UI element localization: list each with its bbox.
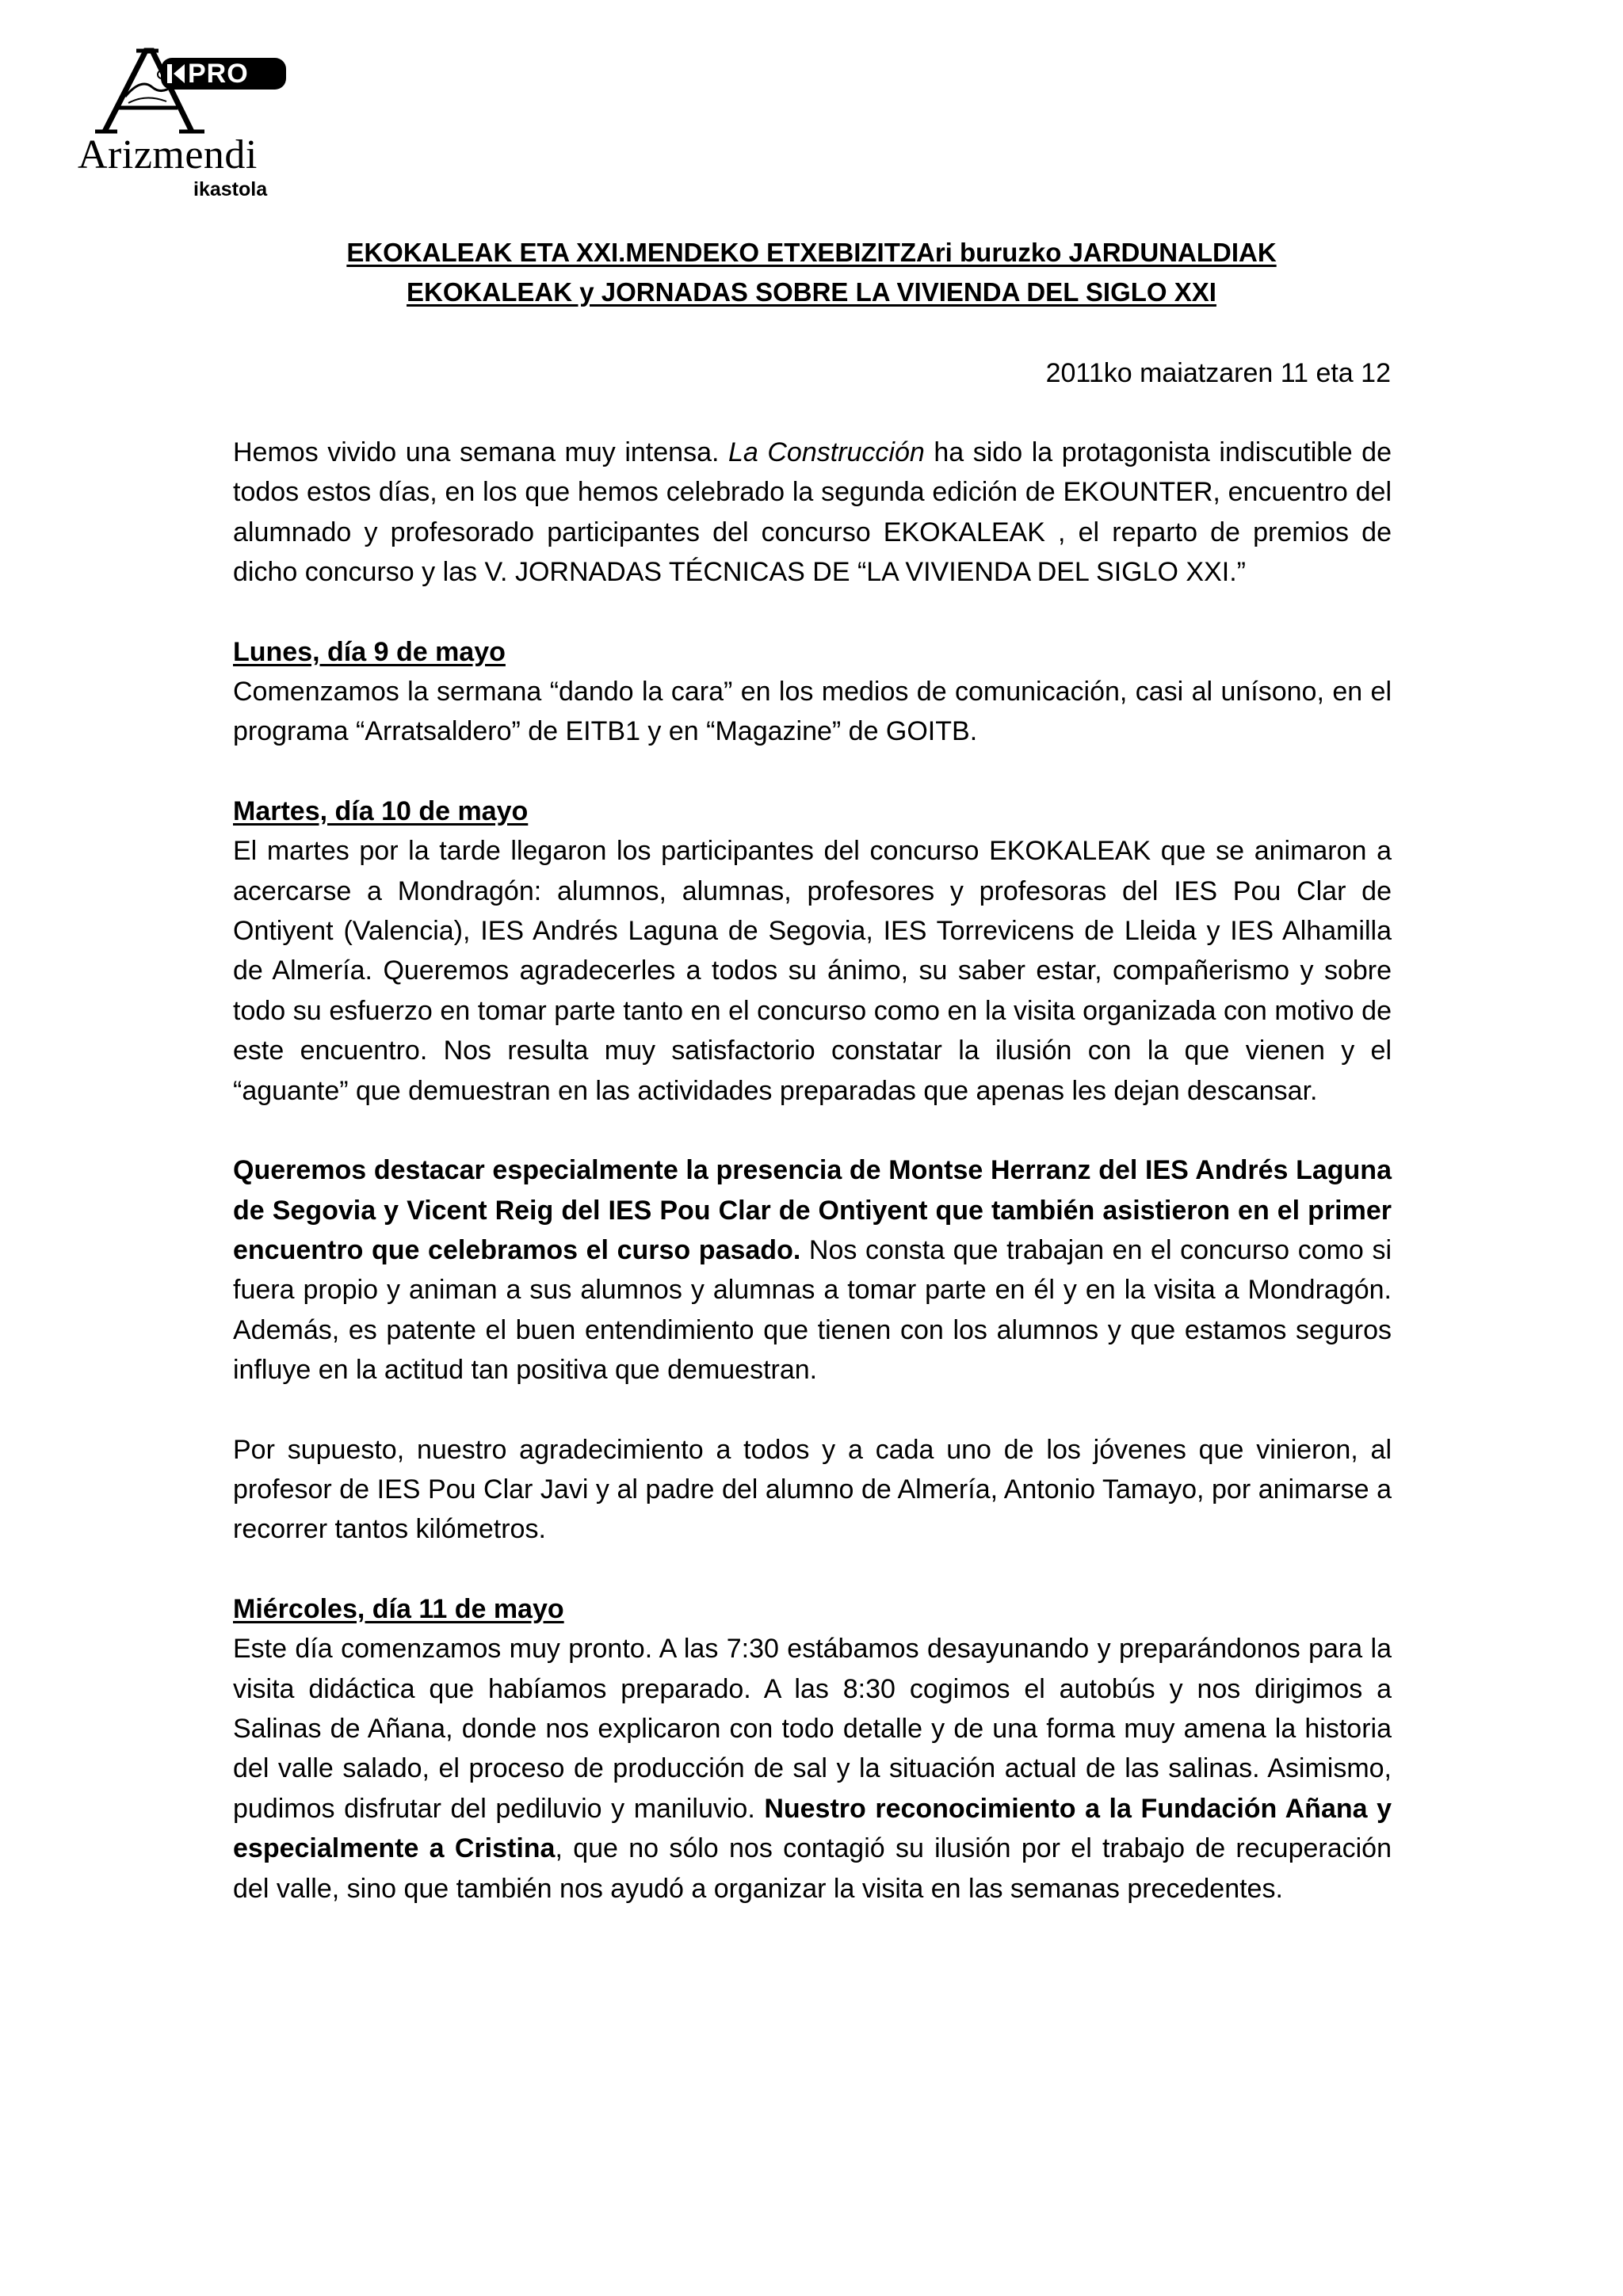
thanks-paragraph: Por supuesto, nuestro agradecimiento a todos y a cada uno de los jóvenes que vinieron, al profesor de IES Pou Clar Javi y al padre del alumno de Almería, Antonio Tamayo, por animarse a recorrer tantos kilómetros.	[233, 1434, 1392, 1545]
logo-subtitle: ikastola	[193, 178, 268, 200]
section-heading-wednesday: Miércoles, día 11 de mayo	[233, 1593, 564, 1624]
document-body	[233, 433, 1392, 1909]
pro-badge: PRO	[161, 58, 286, 90]
title-spanish: EKOKALEAK y JORNADAS SOBRE LA VIVIENDA DEL SIGLO XXI	[407, 277, 1216, 307]
event-date: 2011ko maiatzaren 11 eta 12	[1045, 358, 1391, 388]
wednesday-paragraph: Este día comenzamos muy pronto. A las 7:30 estábamos desayunando y preparándonos para la visita didáctica que habíamos preparado. A las 8:30 cogimos el autobús y nos dirigimos a Salinas de Añana, donde nos explicaron con todo detalle y de una forma muy amena la historia del valle salado, el proceso de producción de sal y la situación actual de las salinas. Asimismo, pudimos disfrutar del pediluvio y maniluvio. Nuestro reconocimiento a la Fundación Añana y especialmente a Cristina, que no sólo nos contagió su ilusión por el trabajo de recuperación del valle, sino que también nos ayudó a organizar la visita en las semanas precedentes.	[233, 1634, 1392, 1904]
logo-brand-name: Arizmendi	[78, 132, 258, 177]
section-heading-tuesday: Martes, día 10 de mayo	[233, 795, 529, 826]
intro-paragraph: Hemos vivido una semana muy intensa. La Construcción ha sido la protagonista indiscutible de todos estos días, en los que hemos celebrado la segunda edición de EKOUNTER, encuentro del alumnado y profesorado participantes del concurso EKOKALEAK , el reparto de premios de dicho concurso y las V. JORNADAS TÉCNICAS DE “LA VIVIENDA DEL SIGLO XXI.”	[233, 437, 1392, 588]
highlight-paragraph: Queremos destacar especialmente la presencia de Montse Herranz del IES Andrés Laguna de Segovia y Vicent Reig del IES Pou Clar de Ontiyent que también asistieron en el primer encuentro que celebramos el curso pasado. Nos consta que trabajan en el concurso como si fuera propio y animan a sus alumnos y alumnas a tomar parte en él y en la visita a Mondragón. Además, es patente el buen entendimiento que tienen con los alumnos y que estamos seguros influye en la actitud tan positiva que demuestran.	[233, 1155, 1392, 1386]
tuesday-paragraph: El martes por la tarde llegaron los participantes del concurso EKOKALEAK que se animaron a acercarse a Mondragón: alumnos, alumnas, profesores y profesoras del IES Pou Clar de Ontiyent (Valencia), IES Andrés Laguna de Segovia, IES Torrevicens de Lleida y IES Alhamilla de Almería. Queremos agradecerles a todos su ánimo, su saber estar, compañerismo y sobre todo su esfuerzo en tomar parte tanto en el concurso como en la visita organizada con motivo de este encuentro. Nos resulta muy satisfactorio constatar la ilusión con la que vienen y el “aguante” que demuestran en las actividades preparadas que apenas les dejan descansar.	[233, 836, 1392, 1106]
title-basque: EKOKALEAK ETA XXI.MENDEKO ETXEBIZITZAri buruzko JARDUNALDIAK	[346, 238, 1277, 267]
monday-paragraph: Comenzamos la sermana “dando la cara” en los medios de comunicación, casi al unísono, en el programa “Arratsaldero” de EITB1 y en “Magazine” de GOITB.	[233, 677, 1392, 747]
section-heading-monday: Lunes, día 9 de mayo	[233, 636, 506, 667]
arizmendi-logo	[73, 46, 374, 212]
